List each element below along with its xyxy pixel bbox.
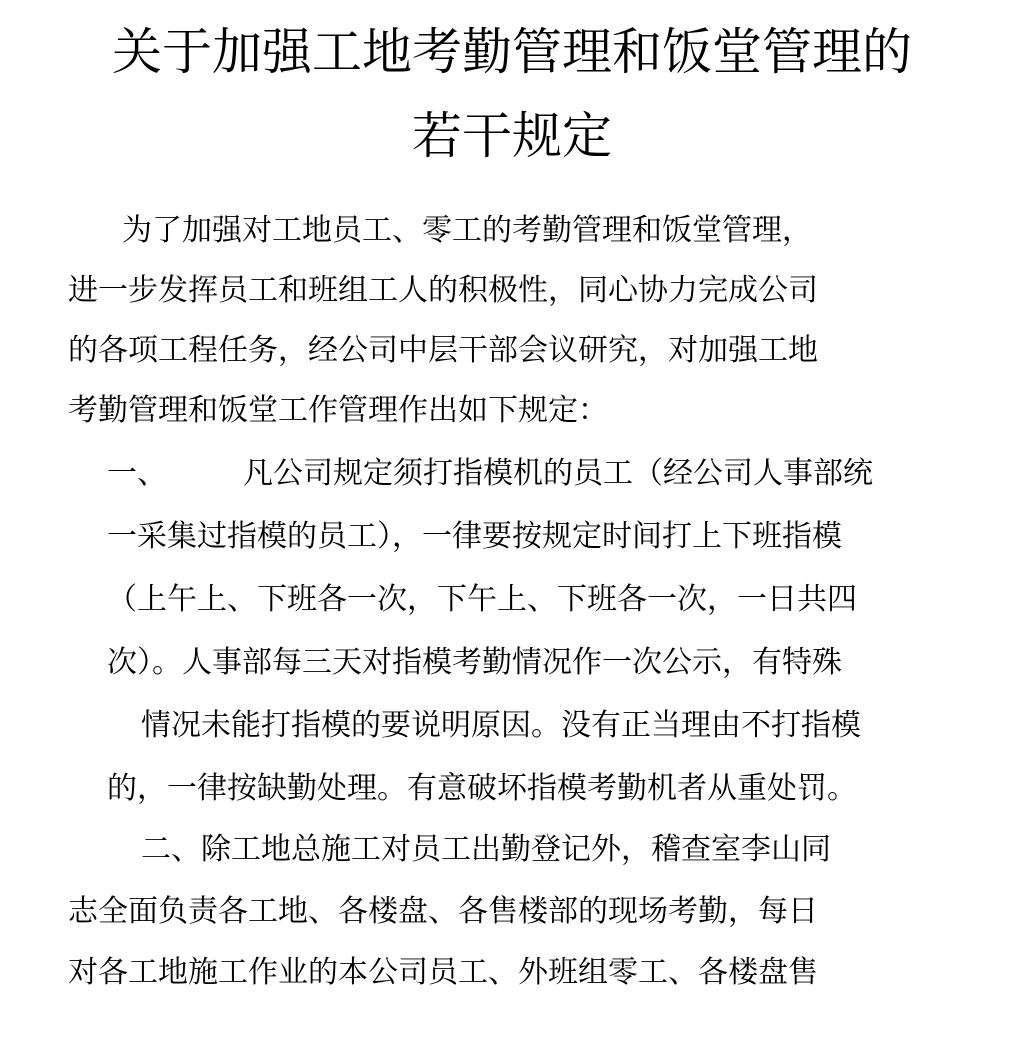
- rule-item-1-line: 情况未能打指模的要说明原因。没有正当理由不打指模: [141, 708, 861, 743]
- rule-item-2-line: 志全面负责各工地、各楼盘、各售楼部的现场考勤，每日: [68, 894, 818, 929]
- document-title-line-1: 关于加强工地考勤管理和饭堂管理的: [112, 23, 912, 81]
- rule-item-1-line: （上午上、下班各一次，下午上、下班各一次，一日共四: [107, 582, 857, 617]
- document-title-line-2: 若干规定: [412, 107, 612, 165]
- rule-item-1-line: 的，一律按缺勤处理。有意破坏指模考勤机者从重处罚。: [107, 771, 857, 806]
- intro-line: 考勤管理和饭堂工作管理作出如下规定：: [68, 393, 608, 428]
- intro-line: 进一步发挥员工和班组工人的积极性，同心协力完成公司: [68, 273, 818, 308]
- rule-item-2-line: 二、除工地总施工对员工出勤登记外，稽查室李山同: [141, 832, 831, 867]
- rule-item-1-line: 次）。人事部每三天对指模考勤情况作一次公示，有特殊: [107, 645, 842, 680]
- rule-item-1-number: 一、: [107, 456, 167, 491]
- intro-line: 为了加强对工地员工、零工的考勤管理和饭堂管理，: [122, 213, 812, 248]
- rule-item-1-line: 一采集过指模的员工），一律要按规定时间打上下班指模: [107, 519, 842, 554]
- rule-item-1-line: 凡公司规定须打指模机的员工（经公司人事部统: [243, 456, 873, 491]
- rule-item-2-line: 对各工地施工作业的本公司员工、外班组零工、各楼盘售: [68, 955, 818, 990]
- intro-line: 的各项工程任务，经公司中层干部会议研究，对加强工地: [68, 333, 818, 368]
